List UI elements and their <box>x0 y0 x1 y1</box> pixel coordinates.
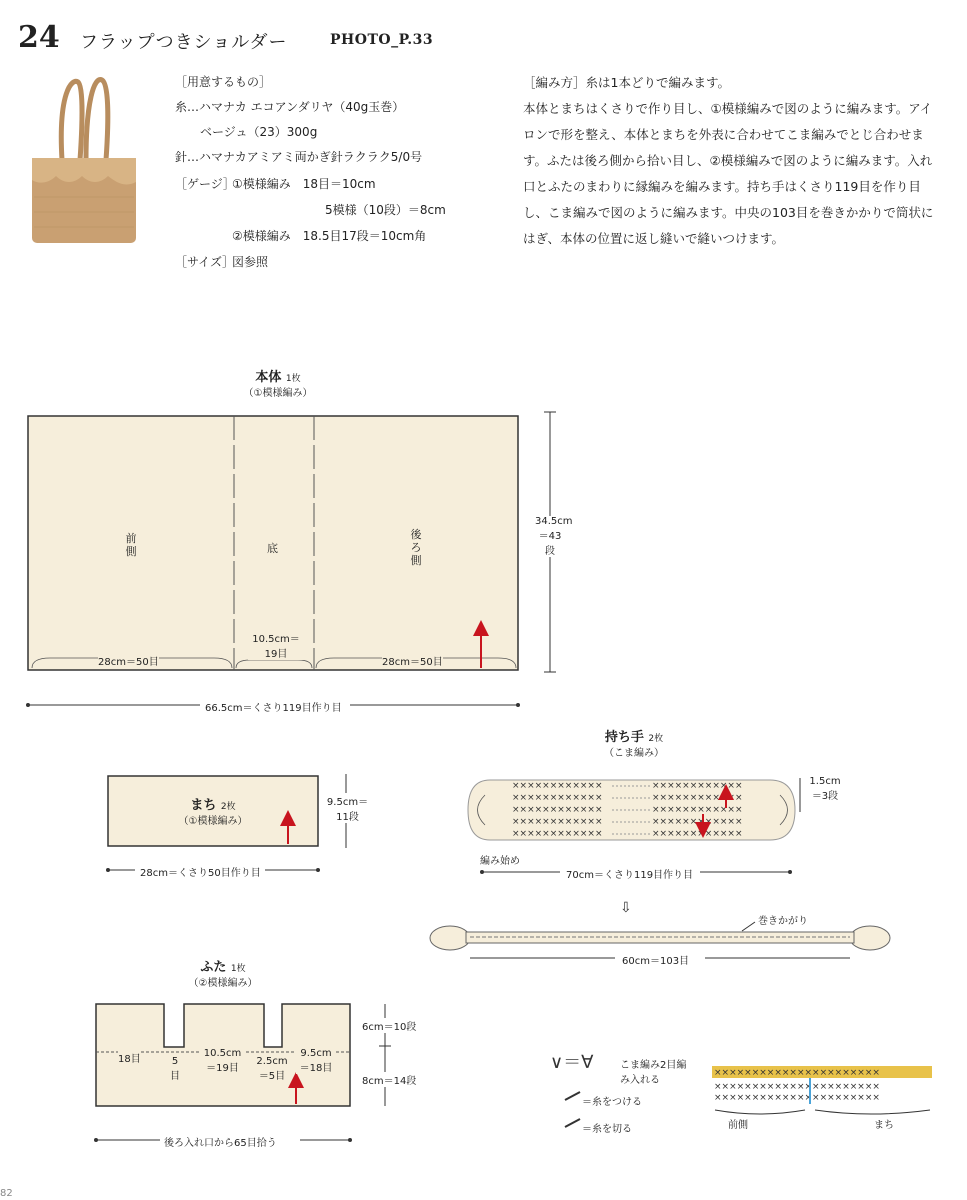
gauge-label: ［ゲージ］ <box>175 177 235 191</box>
flap-width-25: 2.5cm＝5目 <box>254 1056 290 1082</box>
pattern-number: 24 <box>18 20 60 55</box>
width-front: 28cm＝50目 <box>98 653 159 668</box>
flap-height-bottom: 8cm＝14段 <box>362 1072 416 1087</box>
flap-stitches-5: 5目 <box>170 1056 180 1082</box>
size-label: ［サイズ］ <box>175 255 235 269</box>
handle-total: 70cm＝くさり119目作り目 <box>566 870 694 881</box>
body-total-width: 66.5cm＝くさり119目作り目 <box>205 703 342 714</box>
svg-text:××××××××××××: ×××××××××××× <box>512 817 603 827</box>
gusset-title: まち 2枚 <box>190 798 236 813</box>
needle-info: 針…ハマナカアミアミ両かぎ針ラクラク5/0号 <box>175 150 423 164</box>
legend-cut: ＝糸を切る <box>582 1124 632 1135</box>
pattern-title: フラップつきショルダー <box>80 32 288 53</box>
flap-width-10: 10.5cm＝19目 <box>200 1048 245 1074</box>
gauge-1: ①模様編み 18目＝10cm <box>232 177 376 191</box>
svg-text:××××××××××××: ×××××××××××× <box>652 781 743 791</box>
flap-title: ふた 1枚 <box>200 960 246 975</box>
svg-text:××××××××××××: ×××××××××××× <box>652 817 743 827</box>
flap-width-95: 9.5cm＝18目 <box>296 1048 336 1074</box>
size-value: 図参照 <box>232 255 269 269</box>
svg-text:∨＝∀: ∨＝∀ <box>550 1052 594 1073</box>
legend-join: ＝糸をつける <box>582 1097 642 1108</box>
svg-text:××××××××××××: ×××××××××××× <box>652 793 743 803</box>
method-body: 本体とまちはくさりで作り目し、①模様編みで図のように編みます。アイロンで形を整え、本体とまちを外表に合わせてこま編みでとじ合わせます。ふたは後ろ側から拾い目し、②模様編みで図のように編みます。入れ口とふたのまわりに縁編みを編みます。持ち手はくさり119目を作り目し、こま編みで図のように編みます。中央の103目を巻きかかりで筒状にはぎ、本体の位置に返し縫いで縫いつけます。 <box>523 101 934 246</box>
gusset-total-width: 28cm＝くさり50目作り目 <box>140 868 261 879</box>
gusset-height: 9.5cm＝11段 <box>325 793 370 823</box>
gauge-1b: 5模様（10段）＝8cm <box>325 203 446 217</box>
width-bottom: 10.5cm＝19目 <box>248 630 304 660</box>
svg-text:××××××××××××: ×××××××××××× <box>652 805 743 815</box>
svg-text:⇩: ⇩ <box>620 900 632 916</box>
flap-stitches-18: 18目 <box>118 1050 141 1065</box>
front-label: 前側 <box>125 532 137 558</box>
flap-height-top: 6cm＝10段 <box>362 1018 416 1033</box>
svg-text:××××××××××××: ×××××××××××× <box>512 781 603 791</box>
page-number: 82 <box>0 1188 13 1199</box>
legend-front: 前側 <box>728 1120 748 1131</box>
yarn-info: 糸…ハマナカ エコアンダリヤ（40g玉巻） <box>175 100 405 114</box>
legend-sc2: こま編み2目編み入れる <box>620 1060 687 1086</box>
svg-text:××××××××××××: ×××××××××××× <box>512 805 603 815</box>
whip-stitch-label: 巻きかがり <box>758 916 808 927</box>
handle-height: 1.5cm＝3段 <box>809 776 841 802</box>
handle-pattern: （こま編み） <box>604 748 664 759</box>
width-back: 28cm＝50目 <box>382 653 443 668</box>
method-intro: 糸は1本どりで編みます。 <box>585 75 730 90</box>
handle-title: 持ち手 2枚 <box>604 730 664 745</box>
svg-text:××××××××××××: ×××××××××××× <box>652 829 743 839</box>
handle-start: 編み始め <box>480 856 520 867</box>
flap-pickup: 後ろ入れ口から65目拾う <box>164 1138 277 1149</box>
flap-pattern: （②模様編み） <box>188 978 258 989</box>
svg-text:××××××××××××××××××××××: ×××××××××××××××××××××× <box>714 1082 880 1092</box>
body-title: 本体 1枚 <box>255 370 301 385</box>
back-label: 後ろ側 <box>410 528 422 567</box>
gauge-2: ②模様編み 18.5目17段＝10cm角 <box>232 229 427 243</box>
yarn-color: ベージュ（23）300g <box>200 125 318 139</box>
handle-length: 60cm＝103目 <box>622 956 690 967</box>
prep-label: ［用意するもの］ <box>175 75 272 89</box>
bottom-label: 底 <box>267 542 278 555</box>
gusset-pattern: （①模様編み） <box>178 816 248 827</box>
svg-text:××××××××××××: ×××××××××××× <box>512 793 603 803</box>
body-pattern: （①模様編み） <box>243 388 313 399</box>
method-label: ［編み方］ <box>523 75 586 90</box>
legend-gusset: まち <box>874 1120 894 1131</box>
photo-reference: PHOTO_P.33 <box>330 32 434 48</box>
body-height: 34.5cm＝43段 <box>535 516 573 557</box>
svg-text:××××××××××××××××××××××: ×××××××××××××××××××××× <box>714 1093 880 1103</box>
svg-text:××××××××××××: ×××××××××××× <box>512 829 603 839</box>
svg-text:××××××××××××××××××××××: ×××××××××××××××××××××× <box>714 1068 880 1078</box>
